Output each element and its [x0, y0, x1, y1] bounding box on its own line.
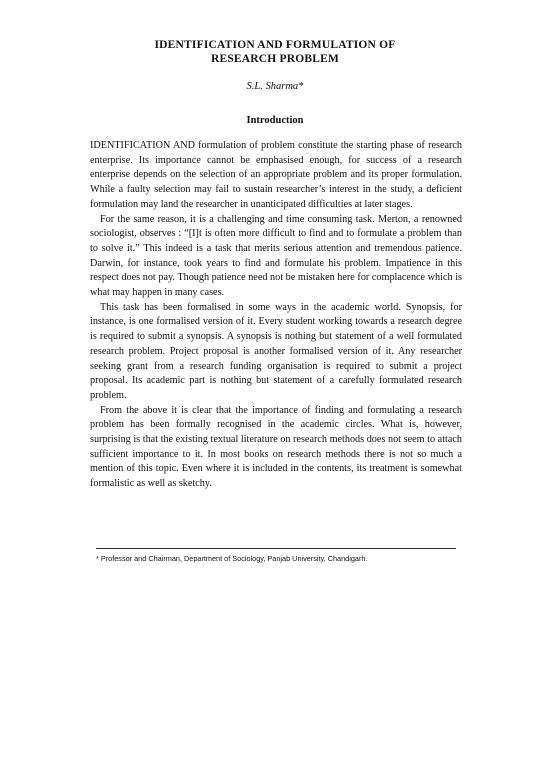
footnote-divider — [96, 548, 456, 549]
paragraph-1: IDENTIFICATION AND formulation of problem constitute the starting phase of research enterprise. Its importance cannot be emphasised enough, for success of a research enterprise depends on the selection of an appropriate problem and its proper formulation. While a faulty selection may fail to sustain researcher’s interest in the study, a deficient formulation may land the researcher in unanticipated difficulties at later stages. — [90, 140, 462, 210]
section-heading: Introduction — [246, 115, 304, 126]
paragraph-3: This task has been formalised in some ways in the academic world. Synopsis, for instance, is one formalised version of it. Every student working towards a research degree is required to submit a synopsis. A synopsis is nothing but statement of a well formulated research problem. Project proposal is another formalised version of it. Any researcher seeking grant from a research funding organisation is required to submit a project proposal. Its academic part is nothing but statement of a carefully formulated research problem. — [90, 301, 462, 401]
title-line-2: RESEARCH PROBLEM — [210, 53, 340, 65]
author-name: S.L. Sharma* — [246, 81, 304, 92]
footnote: * Professor and Chairman, Department of Sociology, Panjab University, Chandigarh. — [96, 554, 368, 563]
article-title — [60, 38, 490, 66]
body-text — [90, 139, 462, 492]
title-line-1: IDENTIFICATION AND FORMULATION OF — [154, 39, 396, 51]
paragraph-4: From the above it is clear that the importance of finding and formulating a research problem has been formally recognised in the academic circles. What is, however, surprising is that the existing textual literature on research methods does not seem to attach sufficient importance to it. In most books on research methods there is not so much a mention of this topic. Even where it is included in the contents, its treatment is somewhat formalistic as well as sketchy. — [90, 404, 462, 490]
paragraph-2: For the same reason, it is a challenging and time consuming task. Merton, a renowned sociologist, observes : “[I]t is often more difficult to find and to formulate a problem than to solve it.” This indeed is a task that merits serious attention and tremendous patience. Darwin, for instance, took years to find and formulate his problem. Impatience in this respect does not pay. Though patience need not be mistaken here for complacence which is what may happen in many cases. — [90, 213, 462, 299]
